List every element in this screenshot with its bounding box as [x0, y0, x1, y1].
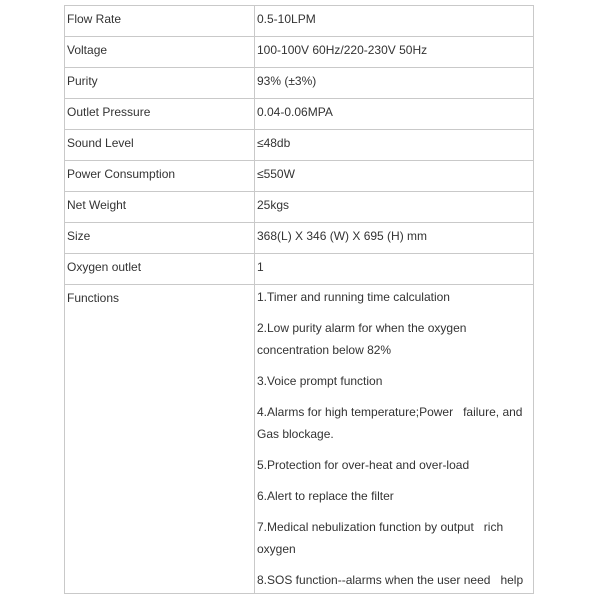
function-item [257, 569, 533, 591]
spec-row-sound-level [65, 130, 534, 161]
spec-value: 100-100V 60Hz/220-230V 50Hz [255, 37, 534, 68]
function-item [257, 286, 533, 308]
function-text: oxygen [257, 542, 296, 556]
function-text: 2.Low purity alarm for when the oxygen [257, 321, 467, 335]
function-text: Gas blockage. [257, 427, 334, 441]
spec-row-flow-rate [65, 6, 534, 37]
spec-row-outlet-pressure [65, 99, 534, 130]
function-item [257, 370, 533, 392]
spec-value: 25kgs [255, 192, 534, 223]
spec-row-power-consumption [65, 161, 534, 192]
spec-label: Oxygen outlet [65, 254, 255, 285]
spec-row-size [65, 223, 534, 254]
function-text: 4.Alarms for high temperature;Power failure, and [257, 405, 523, 419]
spec-value: 368(L) X 346 (W) X 695 (H) mm [255, 223, 534, 254]
spec-label: Net Weight [65, 192, 255, 223]
function-text: 6.Alert to replace the filter [257, 489, 394, 503]
spec-value: ≤550W [255, 161, 534, 192]
function-item [257, 317, 533, 361]
spec-row-functions [65, 285, 534, 594]
functions-list [255, 285, 534, 594]
function-item [257, 401, 533, 445]
spec-row-oxygen-outlet [65, 254, 534, 285]
function-text: 7.Medical nebulization function by output rich [257, 520, 504, 534]
function-text: 8.SOS function--alarms when the user need help [257, 573, 524, 587]
spec-value: 0.04-0.06MPA [255, 99, 534, 130]
function-text: 3.Voice prompt function [257, 374, 383, 388]
spec-label: Power Consumption [65, 161, 255, 192]
spec-label: Functions [65, 285, 255, 594]
spec-value: 93% (±3%) [255, 68, 534, 99]
spec-value: 0.5-10LPM [255, 6, 534, 37]
spec-table [64, 5, 534, 594]
spec-row-purity [65, 68, 534, 99]
spec-label: Voltage [65, 37, 255, 68]
spec-label: Outlet Pressure [65, 99, 255, 130]
spec-value: ≤48db [255, 130, 534, 161]
spec-label: Sound Level [65, 130, 255, 161]
function-text: 1.Timer and running time calculation [257, 290, 450, 304]
spec-label: Size [65, 223, 255, 254]
function-item [257, 516, 533, 560]
function-text: concentration below 82% [257, 343, 392, 357]
function-text: 5.Protection for over-heat and over-load [257, 458, 470, 472]
spec-row-net-weight [65, 192, 534, 223]
spec-row-voltage [65, 37, 534, 68]
function-item [257, 485, 533, 507]
spec-label: Purity [65, 68, 255, 99]
spec-value: 1 [255, 254, 534, 285]
spec-label: Flow Rate [65, 6, 255, 37]
function-item [257, 454, 533, 476]
